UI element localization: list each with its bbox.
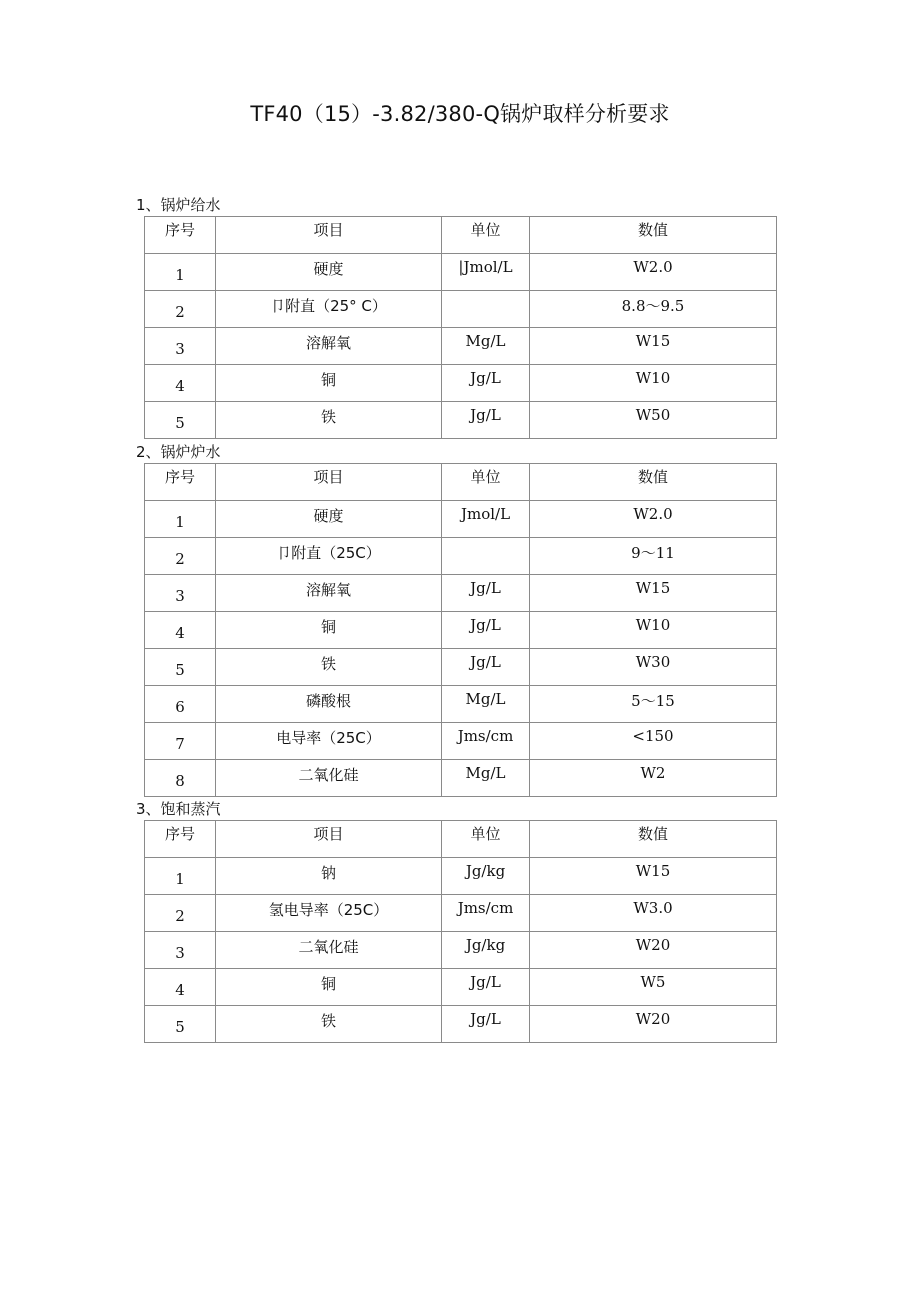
cell-item: 铁 <box>216 649 442 686</box>
cell-seq: 2 <box>145 538 216 575</box>
header-unit: 单位 <box>442 217 530 254</box>
cell-unit: Mg/L <box>442 686 530 723</box>
table-row <box>145 291 777 328</box>
cell-seq: 5 <box>145 1006 216 1043</box>
header-seq: 序号 <box>145 217 216 254</box>
page-title: TF40（15）-3.82/380-Q锅炉取样分析要求 <box>250 102 670 126</box>
cell-value: W3.0 <box>530 895 777 932</box>
table-row <box>145 538 777 575</box>
cell-item: 铜 <box>216 365 442 402</box>
cell-unit: Jms/cm <box>442 895 530 932</box>
header-value: 数值 <box>530 464 777 501</box>
section-heading-feedwater: 1、锅炉给水 <box>136 196 221 214</box>
section-heading-saturated-steam: 3、饱和蒸汽 <box>136 800 221 818</box>
cell-unit: Jg/L <box>442 1006 530 1043</box>
cell-value: W2.0 <box>530 501 777 538</box>
header-unit: 单位 <box>442 464 530 501</box>
cell-value: W10 <box>530 365 777 402</box>
table-header-row <box>145 217 777 254</box>
cell-item: 铁 <box>216 1006 442 1043</box>
saturated-steam-table <box>144 820 777 1043</box>
cell-unit: Jmol/L <box>442 501 530 538</box>
cell-seq: 5 <box>145 649 216 686</box>
table-row <box>145 365 777 402</box>
cell-item: 硬度 <box>216 501 442 538</box>
cell-item: 钠 <box>216 858 442 895</box>
table-row <box>145 895 777 932</box>
table-row <box>145 501 777 538</box>
cell-unit: Mg/L <box>442 328 530 365</box>
cell-item: 卩附直（25° C） <box>216 291 442 328</box>
table-row <box>145 723 777 760</box>
table-row <box>145 575 777 612</box>
cell-unit: Jg/L <box>442 575 530 612</box>
cell-seq: 6 <box>145 686 216 723</box>
header-value: 数值 <box>530 217 777 254</box>
cell-seq: 3 <box>145 932 216 969</box>
cell-item: 二氧化硅 <box>216 760 442 797</box>
header-item: 项目 <box>216 821 442 858</box>
cell-unit: Jg/L <box>442 969 530 1006</box>
cell-item: 溶解氧 <box>216 328 442 365</box>
cell-seq: 1 <box>145 858 216 895</box>
cell-unit: Mg/L <box>442 760 530 797</box>
cell-value: 9〜11 <box>530 538 777 575</box>
cell-unit: |Jmol/L <box>442 254 530 291</box>
cell-unit: Jg/kg <box>442 858 530 895</box>
cell-unit: Jg/L <box>442 612 530 649</box>
cell-item: 铜 <box>216 612 442 649</box>
cell-item: 溶解氧 <box>216 575 442 612</box>
table-row <box>145 612 777 649</box>
cell-unit: Jg/L <box>442 365 530 402</box>
table-row <box>145 1006 777 1043</box>
cell-value: W15 <box>530 575 777 612</box>
cell-seq: 2 <box>145 895 216 932</box>
cell-unit: Jms/cm <box>442 723 530 760</box>
cell-seq: 4 <box>145 365 216 402</box>
table-row <box>145 649 777 686</box>
cell-item: 磷酸根 <box>216 686 442 723</box>
cell-seq: 5 <box>145 402 216 439</box>
header-unit: 单位 <box>442 821 530 858</box>
section-heading-boiler-water: 2、锅炉炉水 <box>136 443 221 461</box>
cell-value: W15 <box>530 328 777 365</box>
cell-value: <150 <box>530 723 777 760</box>
cell-value: W2 <box>530 760 777 797</box>
header-item: 项目 <box>216 464 442 501</box>
cell-value: 5〜15 <box>530 686 777 723</box>
feedwater-table <box>144 216 777 439</box>
header-item: 项目 <box>216 217 442 254</box>
cell-value: W5 <box>530 969 777 1006</box>
table-row <box>145 328 777 365</box>
cell-value: W30 <box>530 649 777 686</box>
cell-seq: 3 <box>145 575 216 612</box>
cell-unit: Jg/L <box>442 649 530 686</box>
cell-value: W20 <box>530 932 777 969</box>
cell-item: 卩附直（25C） <box>216 538 442 575</box>
cell-seq: 2 <box>145 291 216 328</box>
cell-item: 电导率（25C） <box>216 723 442 760</box>
cell-value: W15 <box>530 858 777 895</box>
cell-unit <box>442 538 530 575</box>
table-row <box>145 760 777 797</box>
cell-value: 8.8〜9.5 <box>530 291 777 328</box>
table-row <box>145 254 777 291</box>
cell-seq: 8 <box>145 760 216 797</box>
cell-seq: 1 <box>145 501 216 538</box>
table-row <box>145 932 777 969</box>
cell-value: W50 <box>530 402 777 439</box>
table-header-row <box>145 821 777 858</box>
table-row <box>145 858 777 895</box>
cell-seq: 4 <box>145 969 216 1006</box>
header-seq: 序号 <box>145 464 216 501</box>
boiler-water-table <box>144 463 777 797</box>
cell-item: 硬度 <box>216 254 442 291</box>
cell-item: 铜 <box>216 969 442 1006</box>
header-value: 数值 <box>530 821 777 858</box>
cell-item: 二氧化硅 <box>216 932 442 969</box>
table-row <box>145 686 777 723</box>
cell-value: W2.0 <box>530 254 777 291</box>
cell-unit: Jg/kg <box>442 932 530 969</box>
cell-seq: 3 <box>145 328 216 365</box>
cell-seq: 4 <box>145 612 216 649</box>
table-header-row <box>145 464 777 501</box>
cell-unit: Jg/L <box>442 402 530 439</box>
table-row <box>145 969 777 1006</box>
cell-seq: 1 <box>145 254 216 291</box>
cell-value: W20 <box>530 1006 777 1043</box>
cell-value: W10 <box>530 612 777 649</box>
header-seq: 序号 <box>145 821 216 858</box>
cell-item: 铁 <box>216 402 442 439</box>
cell-seq: 7 <box>145 723 216 760</box>
cell-item: 氢电导率（25C） <box>216 895 442 932</box>
table-row <box>145 402 777 439</box>
cell-unit <box>442 291 530 328</box>
